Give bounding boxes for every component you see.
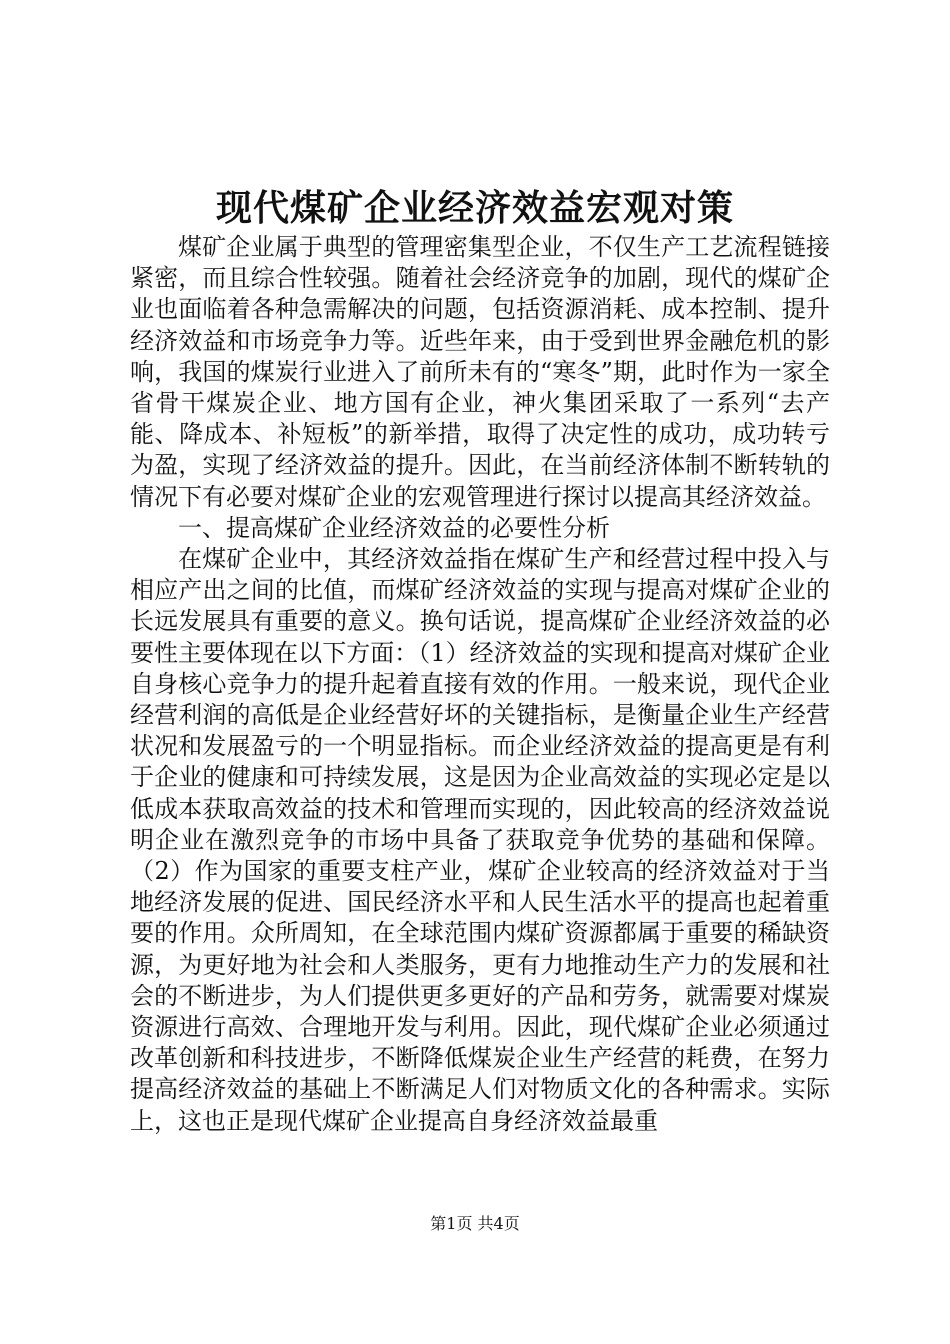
section-paragraph: 在煤矿企业中，其经济效益指在煤矿生产和经营过程中投入与相应产出之间的比值，而煤矿经济效益的实现与提高对煤矿企业的长远发展具有重要的意义。换句话说，提高煤矿企业经济效益的必要性主要体现在以下方面：（1）经济效益的实现和提高对煤矿企业自身核心竞争力的提升起着直接有效的作用。一般来说，现代企业经营利润的高低是企业经营好坏的关键指标，是衡量企业生产经营状况和发展盈亏的一个明显指标。而企业经济效益的提高更是有利于企业的健康和可持续发展，这是因为企业高效益的实现必定是以低成本获取高效益的技术和管理而实现的，因此较高的经济效益说明企业在激烈竞争的市场中具备了获取竞争优势的基础和保障。（2）作为国家的重要支柱产业，煤矿企业较高的经济效益对于当地经济发展的促进、国民经济水平和人民生活水平的提高也起着重要的作用。众所周知，在全球范围内煤矿资源都属于重要的稀缺资源，为更好地为社会和人类服务，更有力地推动生产力的发展和社会的不断进步，为人们提供更多更好的产品和劳务，就需要对煤炭资源进行高效、合理地开发与利用。因此，现代煤矿企业必须通过改革创新和科技进步，不断降低煤炭企业生产经营的耗费，在努力提高经济效益的基础上不断满足人们对物质文化的各种需求。实际上，这也正是现代煤矿企业提高自身经济效益最重: [130, 545, 830, 1135]
section-heading: 一、提高煤矿企业经济效益的必要性分析: [178, 513, 610, 542]
document-title: 现代煤矿企业经济效益宏观对策: [215, 187, 734, 229]
intro-paragraph: 煤矿企业属于典型的管理密集型企业，不仅生产工艺流程链接紧密，而且综合性较强。随着社会经济竞争的加剧，现代的煤矿企业也面临着各种急需解决的问题，包括资源消耗、成本控制、提升经济效益和市场竞争力等。近些年来，由于受到世界金融危机的影响，我国的煤炭行业进入了前所未有的“寒冬”期，此时作为一家全省骨干煤炭企业、地方国有企业，神火集团采取了一系列“去产能、降成本、补短板”的新举措，取得了决定性的成功，成功转亏为盈，实现了经济效益的提升。因此，在当前经济体制不断转轨的情况下有必要对煤矿企业的宏观管理进行探讨以提高其经济效益。: [130, 233, 830, 511]
page-number-footer: 第1页 共4页: [430, 1214, 520, 1233]
document-body: [130, 232, 830, 1137]
